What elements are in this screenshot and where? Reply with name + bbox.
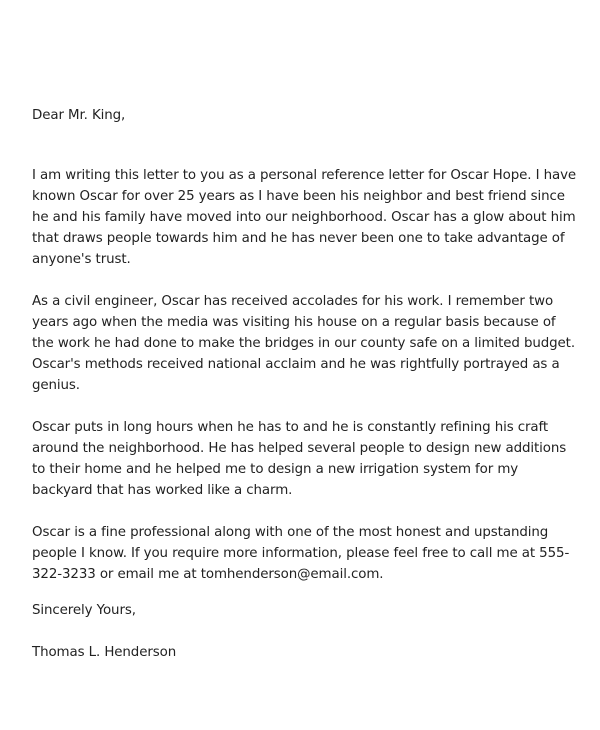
- paragraph-character: Oscar puts in long hours when he has to and he is constantly refining his craft around the neighborhood. He has helped several people to design new additions to their home and he helped me to design a new irrigation system for my backyard that has worked like a charm.: [32, 420, 567, 498]
- paragraph-career: As a civil engineer, Oscar has received accolades for his work. I remember two years ago when the media was visiting his house on a regular basis because of the work he had done to make the bridges in our county safe on a limited budget. Oscar's methods received national acclaim and he was rightfully portrayed as a genius.: [32, 294, 575, 393]
- signature: Thomas L. Henderson: [32, 645, 177, 660]
- letter-body: [32, 105, 577, 663]
- paragraph-introduction: I am writing this letter to you as a personal reference letter for Oscar Hope. I have known Oscar for over 25 years as I have been his neighbor and best friend since he and his family have moved into our neighborhood. Oscar has a glow about him that draws people towards him and he has never been one to take advantage of anyone's trust.: [32, 168, 577, 267]
- salutation: Dear Mr. King,: [32, 108, 126, 123]
- paragraph-contact: Oscar is a fine professional along with one of the most honest and upstanding people I know. If you require more information, please feel free to call me at 555-322-3233 or email me at tomhenderson@email.com.: [32, 525, 570, 582]
- closing: Sincerely Yours,: [32, 603, 136, 618]
